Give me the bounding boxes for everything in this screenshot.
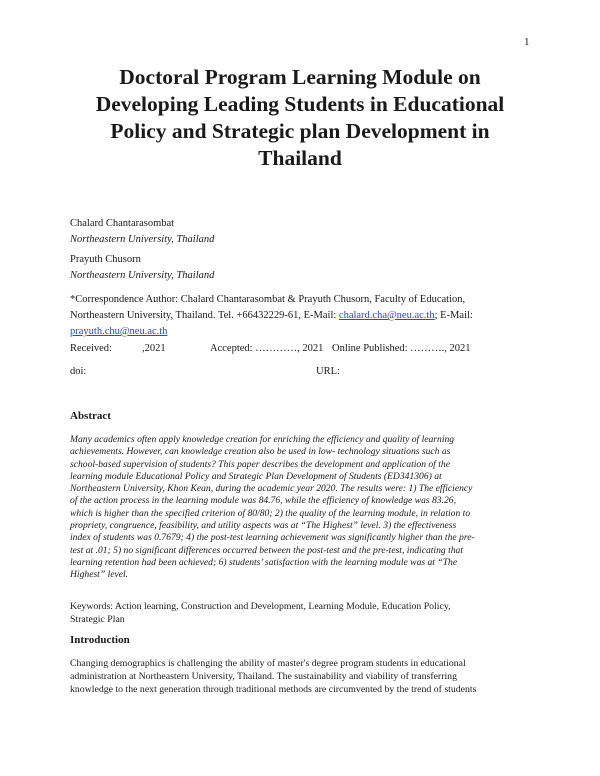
abstract-line: Highest” level. [70,569,129,581]
abstract-line: of the action process in the learning module was 84.76, while the efficiency of knowledge was 83.26, [70,495,456,507]
abstract-line: Many academics often apply knowledge creation for enriching the efficiency and quality of learning [70,434,455,445]
doi-label: doi: [70,366,87,377]
accepted-date: Accepted: …………, 2021 [210,343,324,354]
title-line: Developing Leading Students in Educational [95,92,505,116]
author-affiliation: Northeastern University, Thailand [70,234,215,245]
introduction-heading: Introduction [70,634,130,646]
abstract-line: propriety, congruence, feasibility, and utility aspects was at “The Highest” level. 3) the effectiveness [70,520,457,532]
introduction-body [70,657,476,696]
author-name: Prayuth Chusorn [70,254,141,265]
abstract-heading: Abstract [70,410,111,422]
title-line: Doctoral Program Learning Module on [119,65,481,89]
correspondence-text: Northeastern University, Thailand. Tel. +66432229-61, E-Mail: [70,310,339,321]
keywords [70,600,451,626]
received-value: ,2021 [142,343,166,354]
title-line: Policy and Strategic plan Development in [110,119,490,143]
email-link[interactable]: prayuth.chu@neu.ac.th [70,326,168,337]
abstract-line: learning module Educational Policy and Strategic Plan Development of Students (ED341306) at [70,470,442,482]
page-number: 1 [524,36,530,48]
abstract-body [70,434,532,582]
abstract-line: Northeastern University, Khon Kean, during the academic year 2020. The results were: 1) The efficiency [70,483,473,495]
title-line: Thailand [258,146,342,170]
correspondence-block [70,292,540,340]
published-date: Online Published: ………., 2021 [332,343,471,354]
url-label: URL: [316,366,340,377]
introduction-line: knowledge to the next generation through traditional methods are circumvented by the trend of students [70,684,477,695]
paper-title [60,64,540,172]
correspondence-line: *Correspondence Author: Chalard Chantarasombat & Prayuth Chusorn, Faculty of Education, [70,294,466,305]
author-affiliation: Northeastern University, Thailand [70,270,215,281]
keywords-line: Strategic Plan [70,614,125,625]
abstract-line: which is higher than the specified criterion of 80/80; 2) the quality of the learning module, in relation to [70,507,471,519]
abstract-line: achievements. However, can knowledge creation also be used in low- technology situations such as [70,446,451,458]
abstract-line: test at .01; 5) no significant differences occurred between the post-test and the pre-test, indicating that [70,544,464,556]
abstract-line: index of students was 0.7679; 4) the post-test learning achievement was significantly higher than the pre- [70,532,475,544]
abstract-line: learning retention had been achieved; 6) students’ satisfaction with the learning module was at “The [70,556,458,568]
received-label: Received: [70,343,112,354]
author-name: Chalard Chantarasombat [70,218,175,229]
keywords-line: Keywords: Action learning, Construction and Development, Learning Module, Education Policy, [70,601,451,612]
email-link[interactable]: chalard.cha@neu.ac.th [338,310,435,321]
introduction-line: administration at Northeastern University, Thailand. The sustainability and viability of transferring [70,671,457,682]
correspondence-line [70,308,540,324]
abstract-line: school-based supervision of students? This paper describes the development and application of the [70,458,450,470]
email-separator: ; E-Mail: [434,310,473,321]
introduction-line: Changing demographics is challenging the ability of master's degree program students in educational [70,658,466,669]
